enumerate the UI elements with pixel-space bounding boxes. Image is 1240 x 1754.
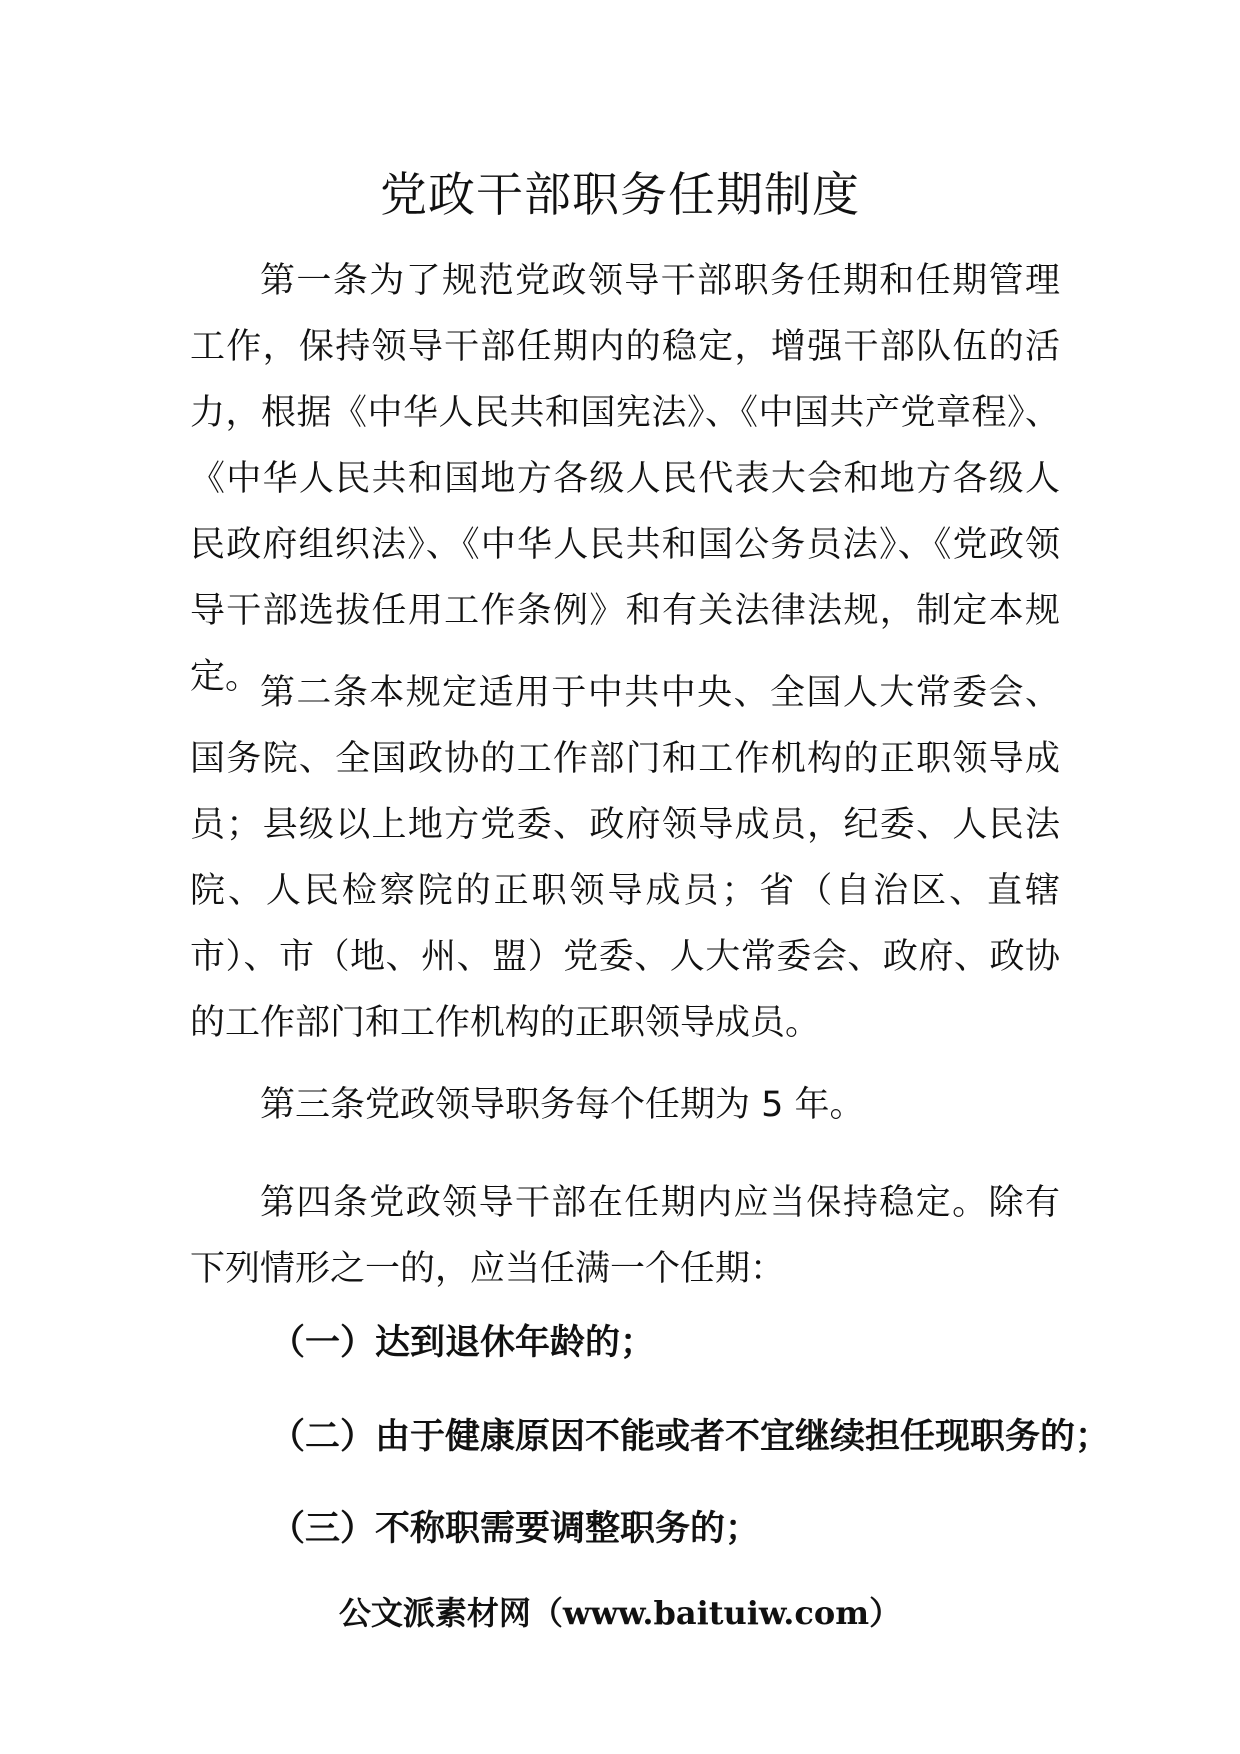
article-1-paragraph: 第一条为了规范党政领导干部职务任期和任期管理工作，保持领导干部任期内的稳定，增强干部队伍的活力，根据《中华人民共和国宪法》、《中国共产党章程》、《中华人民共和国地方各级人民代表大会和地方各级人民政府组织法》、《中华人民共和国公务员法》、《党政领导干部选拔任用工作条例》和有关法律法规，制定本规定。	[190, 261, 1060, 697]
document-title: 党政干部职务任期制度	[380, 168, 860, 223]
list-item-2: （二）由于健康原因不能或者不宜继续担任现职务的；	[270, 1417, 1111, 1457]
footer-source-text: 公文派素材网（www.baituiw.com）	[338, 1594, 902, 1632]
list-item-1: （一）达到退休年龄的；	[270, 1323, 656, 1363]
article-3-paragraph: 第三条党政领导职务每个任期为 5 年。	[260, 1085, 865, 1125]
article-2-paragraph: 第二条本规定适用于中共中央、全国人大常委会、国务院、全国政协的工作部门和工作机构的正职领导成员；县级以上地方党委、政府领导成员，纪委、人民法院、人民检察院的正职领导成员；省（自治区、直辖市）、市（地、州、盟）党委、人大常委会、政府、政协的工作部门和工作机构的正职领导成员。	[190, 673, 1060, 1043]
article-4-paragraph: 第四条党政领导干部在任期内应当保持稳定。除有下列情形之一的，应当任满一个任期：	[190, 1183, 1060, 1289]
list-item-3: （三）不称职需要调整职务的；	[270, 1509, 761, 1549]
